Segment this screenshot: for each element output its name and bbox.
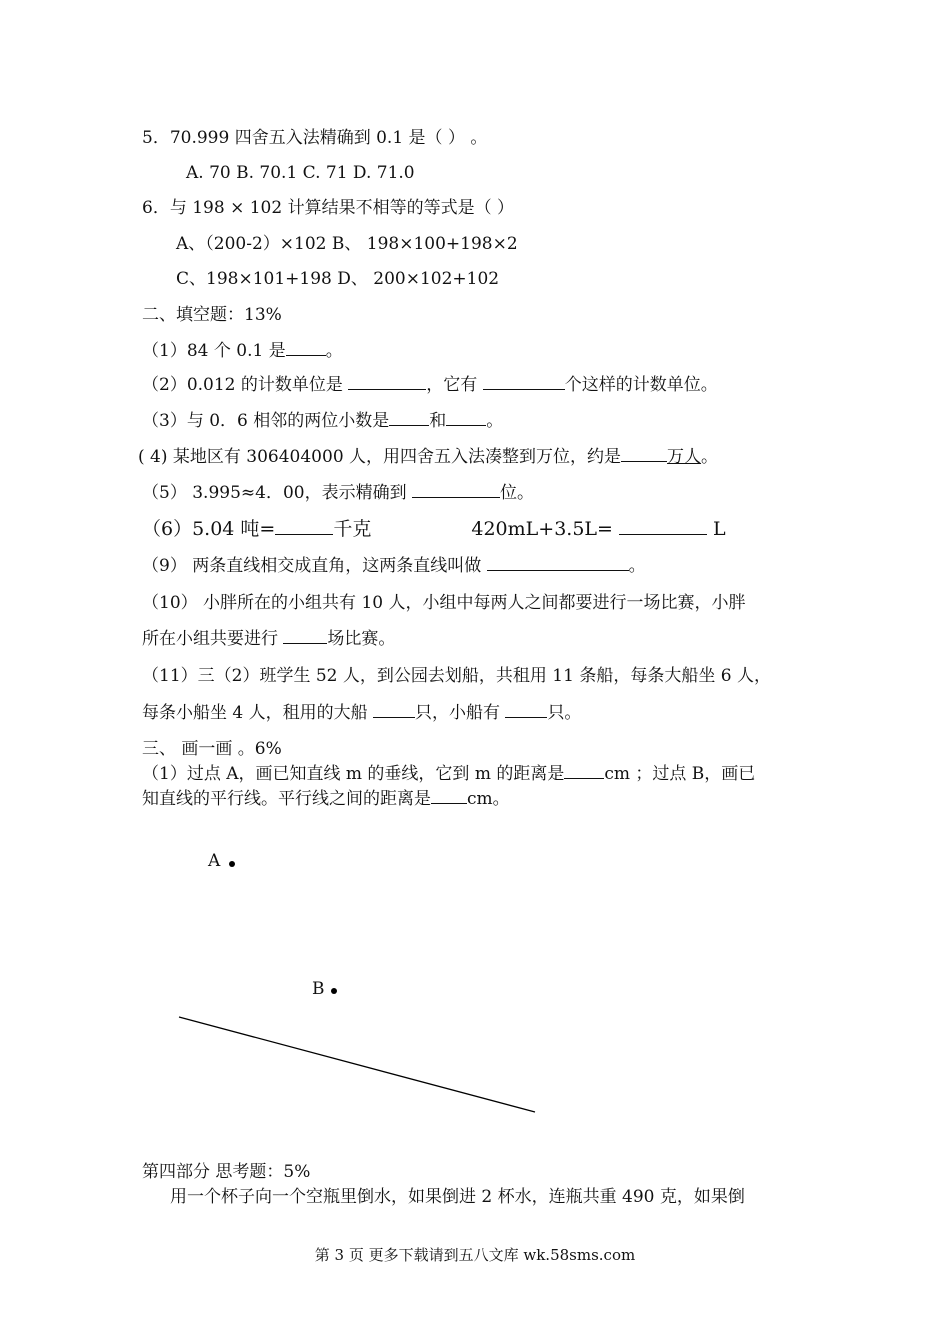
fill-item-1	[142, 339, 343, 363]
fill-6-text-b: 千克	[333, 518, 372, 540]
answer-blank[interactable]	[446, 409, 486, 426]
fill-item-10-line-1: （10） 小胖所在的小组共有 10 人，小组中每两人之间都要进行一场比赛，小胖	[142, 593, 746, 613]
drawing-item-1-line-2	[142, 787, 510, 811]
fill-2-text-b: ，它有	[426, 375, 483, 395]
drawing-1-text-d: cm。	[467, 789, 510, 809]
fill-2-text-a: （2）0.012 的计数单位是	[142, 375, 349, 395]
drawing-1-text-a: （1）过点 A，画已知直线 m 的垂线，它到 m 的距离是	[142, 764, 565, 784]
answer-blank[interactable]	[487, 554, 629, 571]
answer-blank[interactable]	[389, 409, 429, 426]
fill-item-5	[142, 481, 534, 505]
fill-5-text-b: 位。	[499, 483, 534, 503]
fill-1-end: 。	[325, 341, 343, 361]
fill-item-3	[142, 409, 503, 433]
answer-blank[interactable]	[619, 518, 707, 535]
answer-blank[interactable]	[483, 373, 565, 390]
fill-5-text-a: （5） 3.995≈4．00，表示精确到	[142, 483, 412, 503]
answer-blank[interactable]	[564, 762, 604, 779]
fill-6-text-c: 420mL+3.5L=	[471, 518, 619, 540]
fill-item-9	[142, 554, 646, 578]
q5-stem: 5．70.999 四舍五入法精确到 0.1 是（ ） 。	[142, 128, 488, 148]
point-a-dot	[229, 861, 235, 867]
fill-10-text-b: 场比赛。	[327, 629, 396, 649]
answer-blank[interactable]	[505, 701, 547, 718]
point-b-dot	[331, 988, 337, 994]
answer-blank[interactable]	[275, 518, 333, 535]
page-footer: 第 3 页 更多下载请到五八文库 wk.58sms.com	[314, 1246, 636, 1264]
fill-6-text-d: L	[707, 518, 726, 540]
answer-blank[interactable]	[373, 701, 415, 718]
q6-stem: 6．与 198 × 102 计算结果不相等的等式是（ ）	[142, 198, 514, 218]
fill-item-10-line-2	[142, 627, 395, 651]
given-line-m	[179, 1017, 535, 1112]
answer-blank[interactable]	[286, 339, 326, 356]
fill-9-text-b: 。	[628, 556, 646, 576]
fill-item-11-line-2	[142, 701, 581, 725]
fill-item-11-line-1: （11）三（2）班学生 52 人，到公园去划船，共租用 11 条船，每条大船坐 6 人，	[142, 666, 771, 686]
point-a-label: A	[208, 851, 221, 871]
answer-blank[interactable]	[283, 627, 327, 644]
fill-2-text-c: 个这样的计数单位。	[564, 375, 718, 395]
drawing-1-text-c: 知直线的平行线。平行线之间的距离是	[142, 789, 431, 809]
fill-9-text-a: （9） 两条直线相交成直角，这两条直线叫做	[142, 556, 487, 576]
answer-blank[interactable]	[621, 445, 667, 462]
q6-options-row-1: A、（200-2）×102 B、 198×100+198×2	[176, 234, 518, 254]
fill-11-text-a: 每条小船坐 4 人，租用的大船	[142, 703, 374, 723]
answer-blank[interactable]	[348, 373, 426, 390]
answer-blank[interactable]	[412, 481, 500, 498]
section-2-title: 二、填空题：13%	[142, 305, 282, 325]
fill-11-text-b: 只，小船有	[415, 703, 506, 723]
thinking-question-text: 用一个杯子向一个空瓶里倒水，如果倒进 2 杯水，连瓶共重 490 克，如果倒	[170, 1187, 745, 1207]
fill-1-text: （1）84 个 0.1 是	[142, 341, 286, 361]
drawing-item-1-line-1	[142, 762, 755, 786]
fill-11-text-c: 只。	[547, 703, 582, 723]
q6-options-row-2: C、198×101+198 D、 200×102+102	[176, 269, 500, 289]
section-3-title: 三、 画一画 。6%	[142, 739, 282, 759]
fill-3-text-b: 和	[429, 411, 447, 431]
fill-item-2	[142, 373, 718, 397]
fill-4-text-a: ( 4) 某地区有 306404000 人，用四舍五入法凑整到万位，约是	[138, 447, 622, 467]
fill-3-text-c: 。	[486, 411, 504, 431]
fill-10-text-a: 所在小组共要进行	[142, 629, 284, 649]
fill-item-4	[138, 445, 718, 469]
q5-options: A. 70 B. 70.1 C. 71 D. 71.0	[186, 163, 415, 183]
fill-3-text-a: （3）与 0．6 相邻的两位小数是	[142, 411, 390, 431]
fill-item-6	[142, 517, 726, 541]
drawing-1-text-b: cm ；过点 B，画已	[604, 764, 756, 784]
fill-6-text-a: （6）5.04 吨=	[142, 518, 276, 540]
answer-blank[interactable]	[431, 787, 467, 804]
section-4-title: 第四部分 思考题：5%	[142, 1162, 311, 1182]
fill-4-unit: 万人	[667, 447, 702, 467]
point-b-label: B	[312, 979, 325, 999]
fill-4-end: 。	[701, 447, 719, 467]
